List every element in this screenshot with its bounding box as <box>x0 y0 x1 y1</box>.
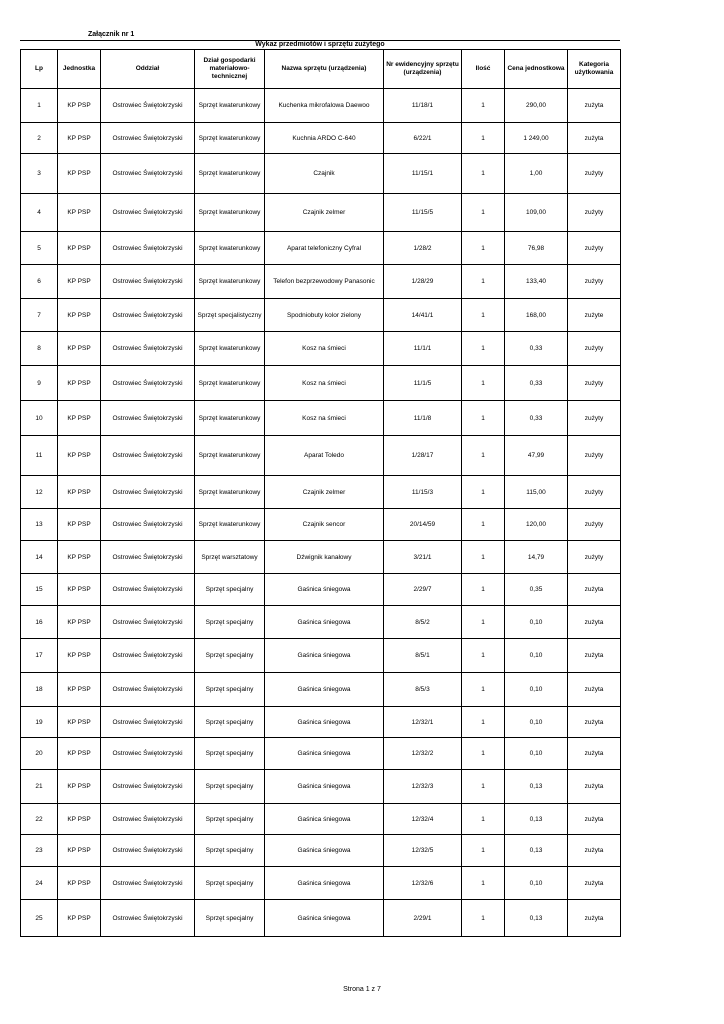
column-header-unit-price: Cena jednostkowa <box>505 50 568 89</box>
cell-usage-category: zużyty <box>568 265 621 299</box>
cell-inventory-number: 1/28/2 <box>384 232 462 265</box>
cell-inventory-number: 11/15/5 <box>384 194 462 232</box>
table-row <box>21 835 621 867</box>
cell-department: Sprzęt kwaterunkowy <box>195 332 265 366</box>
cell-lp: 5 <box>21 232 58 265</box>
cell-unit: KP PSP <box>58 89 101 123</box>
cell-inventory-number: 8/5/1 <box>384 639 462 673</box>
cell-equipment-name: Kuchnia ARDO C-640 <box>265 123 384 154</box>
cell-usage-category: zużyta <box>568 606 621 639</box>
table-row <box>21 867 621 900</box>
cell-equipment-name: Gaśnica śniegowa <box>265 770 384 804</box>
cell-equipment-name: Czajnik zelmer <box>265 476 384 509</box>
cell-equipment-name: Czajnik sencor <box>265 509 384 541</box>
cell-branch: Ostrowiec Świętokrzyski <box>101 332 195 366</box>
cell-unit-price: 0,10 <box>505 673 568 707</box>
cell-usage-category: zużyty <box>568 194 621 232</box>
cell-quantity: 1 <box>462 707 505 738</box>
column-header-inventory-number: Nr ewidencyjny sprzętu (urządzenia) <box>384 50 462 89</box>
cell-unit: KP PSP <box>58 436 101 476</box>
cell-quantity: 1 <box>462 900 505 937</box>
cell-branch: Ostrowiec Świętokrzyski <box>101 265 195 299</box>
cell-unit-price: 0,33 <box>505 366 568 401</box>
column-header-quantity: Ilość <box>462 50 505 89</box>
cell-unit-price: 0,13 <box>505 804 568 835</box>
cell-inventory-number: 2/29/7 <box>384 574 462 606</box>
cell-unit: KP PSP <box>58 509 101 541</box>
cell-quantity: 1 <box>462 89 505 123</box>
cell-branch: Ostrowiec Świętokrzyski <box>101 639 195 673</box>
cell-department: Sprzęt kwaterunkowy <box>195 366 265 401</box>
cell-branch: Ostrowiec Świętokrzyski <box>101 867 195 900</box>
table-row <box>21 154 621 194</box>
cell-usage-category: zużyta <box>568 770 621 804</box>
column-header-unit: Jednostka <box>58 50 101 89</box>
cell-lp: 19 <box>21 707 58 738</box>
table-row <box>21 476 621 509</box>
cell-equipment-name: Aparat telefoniczny Cyfral <box>265 232 384 265</box>
cell-usage-category: zużyta <box>568 835 621 867</box>
cell-inventory-number: 1/28/29 <box>384 265 462 299</box>
cell-unit: KP PSP <box>58 707 101 738</box>
table-header-row <box>21 50 621 89</box>
table-row <box>21 509 621 541</box>
cell-quantity: 1 <box>462 509 505 541</box>
cell-unit: KP PSP <box>58 804 101 835</box>
cell-inventory-number: 11/1/1 <box>384 332 462 366</box>
cell-inventory-number: 12/32/4 <box>384 804 462 835</box>
cell-unit-price: 0,33 <box>505 401 568 436</box>
cell-usage-category: zużyty <box>568 154 621 194</box>
cell-equipment-name: Spodniobuty kolor zielony <box>265 299 384 332</box>
cell-lp: 18 <box>21 673 58 707</box>
cell-equipment-name: Gaśnica śniegowa <box>265 867 384 900</box>
annex-label: Załącznik nr 1 <box>88 31 135 38</box>
cell-inventory-number: 11/1/8 <box>384 401 462 436</box>
cell-usage-category: zużyty <box>568 509 621 541</box>
table-row <box>21 606 621 639</box>
cell-branch: Ostrowiec Świętokrzyski <box>101 738 195 770</box>
cell-unit-price: 14,79 <box>505 541 568 574</box>
cell-department: Sprzęt kwaterunkowy <box>195 154 265 194</box>
cell-quantity: 1 <box>462 299 505 332</box>
cell-equipment-name: Czajnik <box>265 154 384 194</box>
cell-unit: KP PSP <box>58 154 101 194</box>
cell-quantity: 1 <box>462 194 505 232</box>
cell-lp: 12 <box>21 476 58 509</box>
cell-quantity: 1 <box>462 123 505 154</box>
cell-lp: 9 <box>21 366 58 401</box>
cell-inventory-number: 8/5/3 <box>384 673 462 707</box>
cell-department: Sprzęt specjalny <box>195 804 265 835</box>
cell-unit-price: 0,10 <box>505 867 568 900</box>
cell-equipment-name: Gaśnica śniegowa <box>265 606 384 639</box>
cell-department: Sprzęt kwaterunkowy <box>195 476 265 509</box>
cell-unit: KP PSP <box>58 476 101 509</box>
column-header-branch: Oddział <box>101 50 195 89</box>
cell-department: Sprzęt kwaterunkowy <box>195 89 265 123</box>
cell-unit-price: 0,10 <box>505 606 568 639</box>
cell-department: Sprzęt kwaterunkowy <box>195 509 265 541</box>
cell-branch: Ostrowiec Świętokrzyski <box>101 123 195 154</box>
cell-unit: KP PSP <box>58 574 101 606</box>
table-row <box>21 738 621 770</box>
cell-unit: KP PSP <box>58 835 101 867</box>
cell-inventory-number: 12/32/2 <box>384 738 462 770</box>
cell-usage-category: zużyta <box>568 707 621 738</box>
cell-department: Sprzęt kwaterunkowy <box>195 436 265 476</box>
cell-usage-category: zużyta <box>568 574 621 606</box>
cell-branch: Ostrowiec Świętokrzyski <box>101 436 195 476</box>
table-row <box>21 299 621 332</box>
cell-usage-category: zużyta <box>568 673 621 707</box>
cell-quantity: 1 <box>462 639 505 673</box>
cell-equipment-name: Gaśnica śniegowa <box>265 804 384 835</box>
cell-quantity: 1 <box>462 574 505 606</box>
cell-department: Sprzęt specjalny <box>195 835 265 867</box>
cell-lp: 1 <box>21 89 58 123</box>
cell-branch: Ostrowiec Świętokrzyski <box>101 154 195 194</box>
cell-equipment-name: Kuchenka mikrofalowa Daewoo <box>265 89 384 123</box>
cell-unit-price: 290,00 <box>505 89 568 123</box>
inventory-table <box>20 49 621 937</box>
cell-usage-category: zużyty <box>568 332 621 366</box>
cell-inventory-number: 8/5/2 <box>384 606 462 639</box>
cell-inventory-number: 11/1/5 <box>384 366 462 401</box>
cell-lp: 22 <box>21 804 58 835</box>
cell-inventory-number: 6/22/1 <box>384 123 462 154</box>
table-row <box>21 804 621 835</box>
cell-unit: KP PSP <box>58 123 101 154</box>
cell-department: Sprzęt specjalny <box>195 639 265 673</box>
cell-usage-category: zużyta <box>568 867 621 900</box>
cell-branch: Ostrowiec Świętokrzyski <box>101 606 195 639</box>
table-row <box>21 436 621 476</box>
cell-department: Sprzęt specjalny <box>195 900 265 937</box>
cell-unit: KP PSP <box>58 401 101 436</box>
cell-branch: Ostrowiec Świętokrzyski <box>101 401 195 436</box>
cell-equipment-name: Gaśnica śniegowa <box>265 707 384 738</box>
cell-usage-category: zużyty <box>568 436 621 476</box>
cell-unit-price: 0,10 <box>505 707 568 738</box>
cell-quantity: 1 <box>462 835 505 867</box>
cell-department: Sprzęt specjalny <box>195 673 265 707</box>
cell-lp: 25 <box>21 900 58 937</box>
cell-inventory-number: 12/32/3 <box>384 770 462 804</box>
cell-unit-price: 0,13 <box>505 835 568 867</box>
cell-branch: Ostrowiec Świętokrzyski <box>101 900 195 937</box>
cell-lp: 10 <box>21 401 58 436</box>
column-header-equipment-name: Nazwa sprzętu (urządzenia) <box>265 50 384 89</box>
cell-department: Sprzęt specjalny <box>195 867 265 900</box>
cell-quantity: 1 <box>462 738 505 770</box>
cell-unit: KP PSP <box>58 299 101 332</box>
cell-branch: Ostrowiec Świętokrzyski <box>101 673 195 707</box>
cell-equipment-name: Gaśnica śniegowa <box>265 900 384 937</box>
cell-equipment-name: Gaśnica śniegowa <box>265 639 384 673</box>
table-row <box>21 232 621 265</box>
cell-department: Sprzęt specjalny <box>195 707 265 738</box>
cell-lp: 14 <box>21 541 58 574</box>
column-header-usage-category: Kategoria użytkowania <box>568 50 621 89</box>
cell-unit-price: 115,00 <box>505 476 568 509</box>
cell-unit: KP PSP <box>58 606 101 639</box>
cell-equipment-name: Kosz na śmieci <box>265 401 384 436</box>
cell-lp: 3 <box>21 154 58 194</box>
cell-lp: 2 <box>21 123 58 154</box>
table-row <box>21 89 621 123</box>
cell-usage-category: zużyta <box>568 123 621 154</box>
cell-usage-category: zużyty <box>568 232 621 265</box>
cell-unit-price: 109,00 <box>505 194 568 232</box>
cell-quantity: 1 <box>462 366 505 401</box>
cell-department: Sprzęt warsztatowy <box>195 541 265 574</box>
cell-usage-category: zużyty <box>568 366 621 401</box>
cell-usage-category: zużyta <box>568 804 621 835</box>
cell-inventory-number: 11/15/1 <box>384 154 462 194</box>
cell-department: Sprzęt kwaterunkowy <box>195 265 265 299</box>
cell-department: Sprzęt specjalny <box>195 738 265 770</box>
cell-inventory-number: 1/28/17 <box>384 436 462 476</box>
cell-unit-price: 133,40 <box>505 265 568 299</box>
cell-branch: Ostrowiec Świętokrzyski <box>101 232 195 265</box>
cell-department: Sprzęt specjalny <box>195 574 265 606</box>
cell-unit-price: 1,00 <box>505 154 568 194</box>
cell-unit-price: 120,00 <box>505 509 568 541</box>
cell-department: Sprzęt kwaterunkowy <box>195 232 265 265</box>
cell-lp: 13 <box>21 509 58 541</box>
cell-branch: Ostrowiec Świętokrzyski <box>101 541 195 574</box>
cell-unit: KP PSP <box>58 541 101 574</box>
cell-equipment-name: Dźwignik kanałowy <box>265 541 384 574</box>
cell-quantity: 1 <box>462 232 505 265</box>
cell-branch: Ostrowiec Świętokrzyski <box>101 835 195 867</box>
table-row <box>21 639 621 673</box>
cell-unit: KP PSP <box>58 194 101 232</box>
cell-quantity: 1 <box>462 867 505 900</box>
page-number: Strona 1 z 7 <box>343 986 381 993</box>
cell-lp: 17 <box>21 639 58 673</box>
cell-quantity: 1 <box>462 401 505 436</box>
cell-unit-price: 0,13 <box>505 900 568 937</box>
cell-unit: KP PSP <box>58 673 101 707</box>
cell-branch: Ostrowiec Świętokrzyski <box>101 366 195 401</box>
cell-unit: KP PSP <box>58 366 101 401</box>
cell-department: Sprzęt specjalny <box>195 770 265 804</box>
cell-unit: KP PSP <box>58 639 101 673</box>
cell-usage-category: zużyta <box>568 89 621 123</box>
cell-unit-price: 168,00 <box>505 299 568 332</box>
cell-branch: Ostrowiec Świętokrzyski <box>101 804 195 835</box>
cell-equipment-name: Gaśnica śniegowa <box>265 738 384 770</box>
cell-inventory-number: 2/29/1 <box>384 900 462 937</box>
cell-lp: 15 <box>21 574 58 606</box>
column-header-department: Dział gospodarki materiałowo-technicznej <box>195 50 265 89</box>
cell-inventory-number: 3/21/1 <box>384 541 462 574</box>
cell-branch: Ostrowiec Świętokrzyski <box>101 299 195 332</box>
cell-usage-category: zużyta <box>568 639 621 673</box>
cell-usage-category: zużyta <box>568 900 621 937</box>
cell-equipment-name: Kosz na śmieci <box>265 366 384 401</box>
cell-inventory-number: 12/32/6 <box>384 867 462 900</box>
table-row <box>21 401 621 436</box>
cell-equipment-name: Telefon bezprzewodowy Panasonic <box>265 265 384 299</box>
cell-branch: Ostrowiec Świętokrzyski <box>101 89 195 123</box>
cell-unit-price: 47,99 <box>505 436 568 476</box>
table-row <box>21 574 621 606</box>
cell-unit-price: 0,33 <box>505 332 568 366</box>
cell-branch: Ostrowiec Świętokrzyski <box>101 194 195 232</box>
table-row <box>21 366 621 401</box>
cell-quantity: 1 <box>462 265 505 299</box>
cell-equipment-name: Gaśnica śniegowa <box>265 673 384 707</box>
cell-branch: Ostrowiec Świętokrzyski <box>101 574 195 606</box>
cell-department: Sprzęt kwaterunkowy <box>195 194 265 232</box>
cell-inventory-number: 11/18/1 <box>384 89 462 123</box>
cell-unit: KP PSP <box>58 332 101 366</box>
cell-quantity: 1 <box>462 770 505 804</box>
cell-unit: KP PSP <box>58 900 101 937</box>
table-row <box>21 673 621 707</box>
cell-quantity: 1 <box>462 804 505 835</box>
cell-department: Sprzęt kwaterunkowy <box>195 123 265 154</box>
cell-quantity: 1 <box>462 436 505 476</box>
document-caption: Wykaz przedmiotów i sprzętu zużytego <box>255 41 385 48</box>
cell-unit: KP PSP <box>58 738 101 770</box>
cell-unit-price: 0,35 <box>505 574 568 606</box>
cell-inventory-number: 20/14/59 <box>384 509 462 541</box>
cell-branch: Ostrowiec Świętokrzyski <box>101 707 195 738</box>
cell-unit-price: 0,10 <box>505 738 568 770</box>
cell-branch: Ostrowiec Świętokrzyski <box>101 476 195 509</box>
cell-unit-price: 76,98 <box>505 232 568 265</box>
table-row <box>21 194 621 232</box>
cell-equipment-name: Kosz na śmieci <box>265 332 384 366</box>
cell-department: Sprzęt specjalny <box>195 606 265 639</box>
cell-inventory-number: 14/41/1 <box>384 299 462 332</box>
table-row <box>21 332 621 366</box>
cell-quantity: 1 <box>462 541 505 574</box>
table-row <box>21 123 621 154</box>
table-row <box>21 265 621 299</box>
cell-lp: 4 <box>21 194 58 232</box>
cell-unit: KP PSP <box>58 265 101 299</box>
cell-inventory-number: 12/32/1 <box>384 707 462 738</box>
cell-unit: KP PSP <box>58 232 101 265</box>
cell-usage-category: zużyty <box>568 541 621 574</box>
cell-usage-category: zużyty <box>568 476 621 509</box>
cell-equipment-name: Gaśnica śniegowa <box>265 835 384 867</box>
cell-unit-price: 0,13 <box>505 770 568 804</box>
cell-quantity: 1 <box>462 673 505 707</box>
cell-usage-category: zużyty <box>568 401 621 436</box>
cell-department: Sprzęt kwaterunkowy <box>195 401 265 436</box>
cell-usage-category: zużyte <box>568 299 621 332</box>
cell-equipment-name: Aparat Toledo <box>265 436 384 476</box>
table-row <box>21 541 621 574</box>
cell-unit: KP PSP <box>58 770 101 804</box>
cell-inventory-number: 12/32/5 <box>384 835 462 867</box>
table-row <box>21 770 621 804</box>
cell-lp: 11 <box>21 436 58 476</box>
cell-lp: 21 <box>21 770 58 804</box>
cell-lp: 24 <box>21 867 58 900</box>
cell-branch: Ostrowiec Świętokrzyski <box>101 509 195 541</box>
table-row <box>21 707 621 738</box>
cell-lp: 23 <box>21 835 58 867</box>
cell-unit-price: 1 249,00 <box>505 123 568 154</box>
cell-usage-category: zużyta <box>568 738 621 770</box>
cell-unit-price: 0,10 <box>505 639 568 673</box>
table-row <box>21 900 621 937</box>
cell-equipment-name: Czajnik zelmer <box>265 194 384 232</box>
cell-quantity: 1 <box>462 332 505 366</box>
cell-lp: 16 <box>21 606 58 639</box>
cell-quantity: 1 <box>462 154 505 194</box>
cell-unit: KP PSP <box>58 867 101 900</box>
cell-quantity: 1 <box>462 606 505 639</box>
column-header-lp: Lp <box>21 50 58 89</box>
cell-department: Sprzęt specjalistyczny <box>195 299 265 332</box>
cell-equipment-name: Gaśnica śniegowa <box>265 574 384 606</box>
cell-lp: 20 <box>21 738 58 770</box>
cell-quantity: 1 <box>462 476 505 509</box>
cell-lp: 6 <box>21 265 58 299</box>
cell-lp: 7 <box>21 299 58 332</box>
cell-lp: 8 <box>21 332 58 366</box>
cell-inventory-number: 11/15/3 <box>384 476 462 509</box>
cell-branch: Ostrowiec Świętokrzyski <box>101 770 195 804</box>
